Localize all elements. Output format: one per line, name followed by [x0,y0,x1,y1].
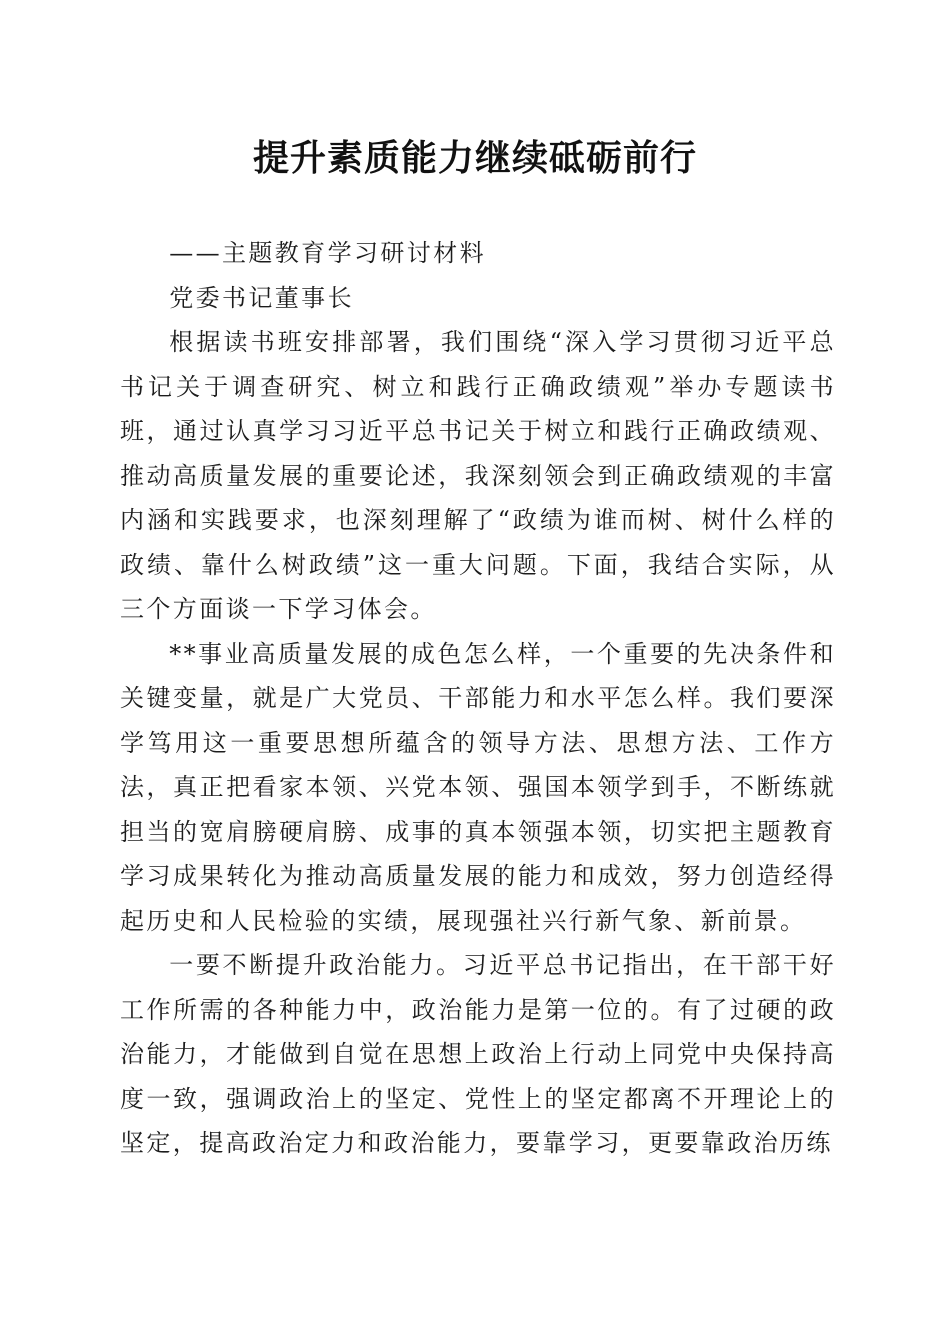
document-body [120,231,836,1166]
document-author: 党委书记董事长 [169,283,354,312]
document-subtitle: ——主题教育学习研讨材料 [169,239,486,267]
document-title: 提升素质能力继续砥砺前行 [252,137,697,179]
paragraph: 根据读书班安排部署，我们围绕“深入学习贯彻习近平总书记关于调查研究、树立和践行正确政绩观”举办专题读书班，通过认真学习习近平总书记关于树立和践行正确政绩观、推动高质量发展的重要论述，我深刻领会到正确政绩观的丰富内涵和实践要求，也深刻理解了“政绩为谁而树、树什么样的政绩、靠什么树政绩”这一重大问题。下面，我结合实际，从三个方面谈一下学习体会。 [120,328,836,623]
paragraph: **事业高质量发展的成色怎么样，一个重要的先决条件和关键变量，就是广大党员、干部能力和水平怎么样。我们要深学笃用这一重要思想所蕴含的领导方法、思想方法、工作方法，真正把看家本领、兴党本领、强国本领学到手，不断练就担当的宽肩膀硬肩膀、成事的真本领强本领，切实把主题教育学习成果转化为推动高质量发展的能力和成效，努力创造经得起历史和人民检验的实绩，展现强社兴行新气象、新前景。 [120,639,836,935]
paragraph: 一要不断提升政治能力。习近平总书记指出，在干部干好工作所需的各种能力中，政治能力是第一位的。有了过硬的政治能力，才能做到自觉在思想上政治上行动上同党中央保持高度一致，强调政治上的坚定、党性上的坚定都离不开理论上的坚定，提高政治定力和政治能力，要靠学习，更要靠政治历练 [120,951,836,1157]
